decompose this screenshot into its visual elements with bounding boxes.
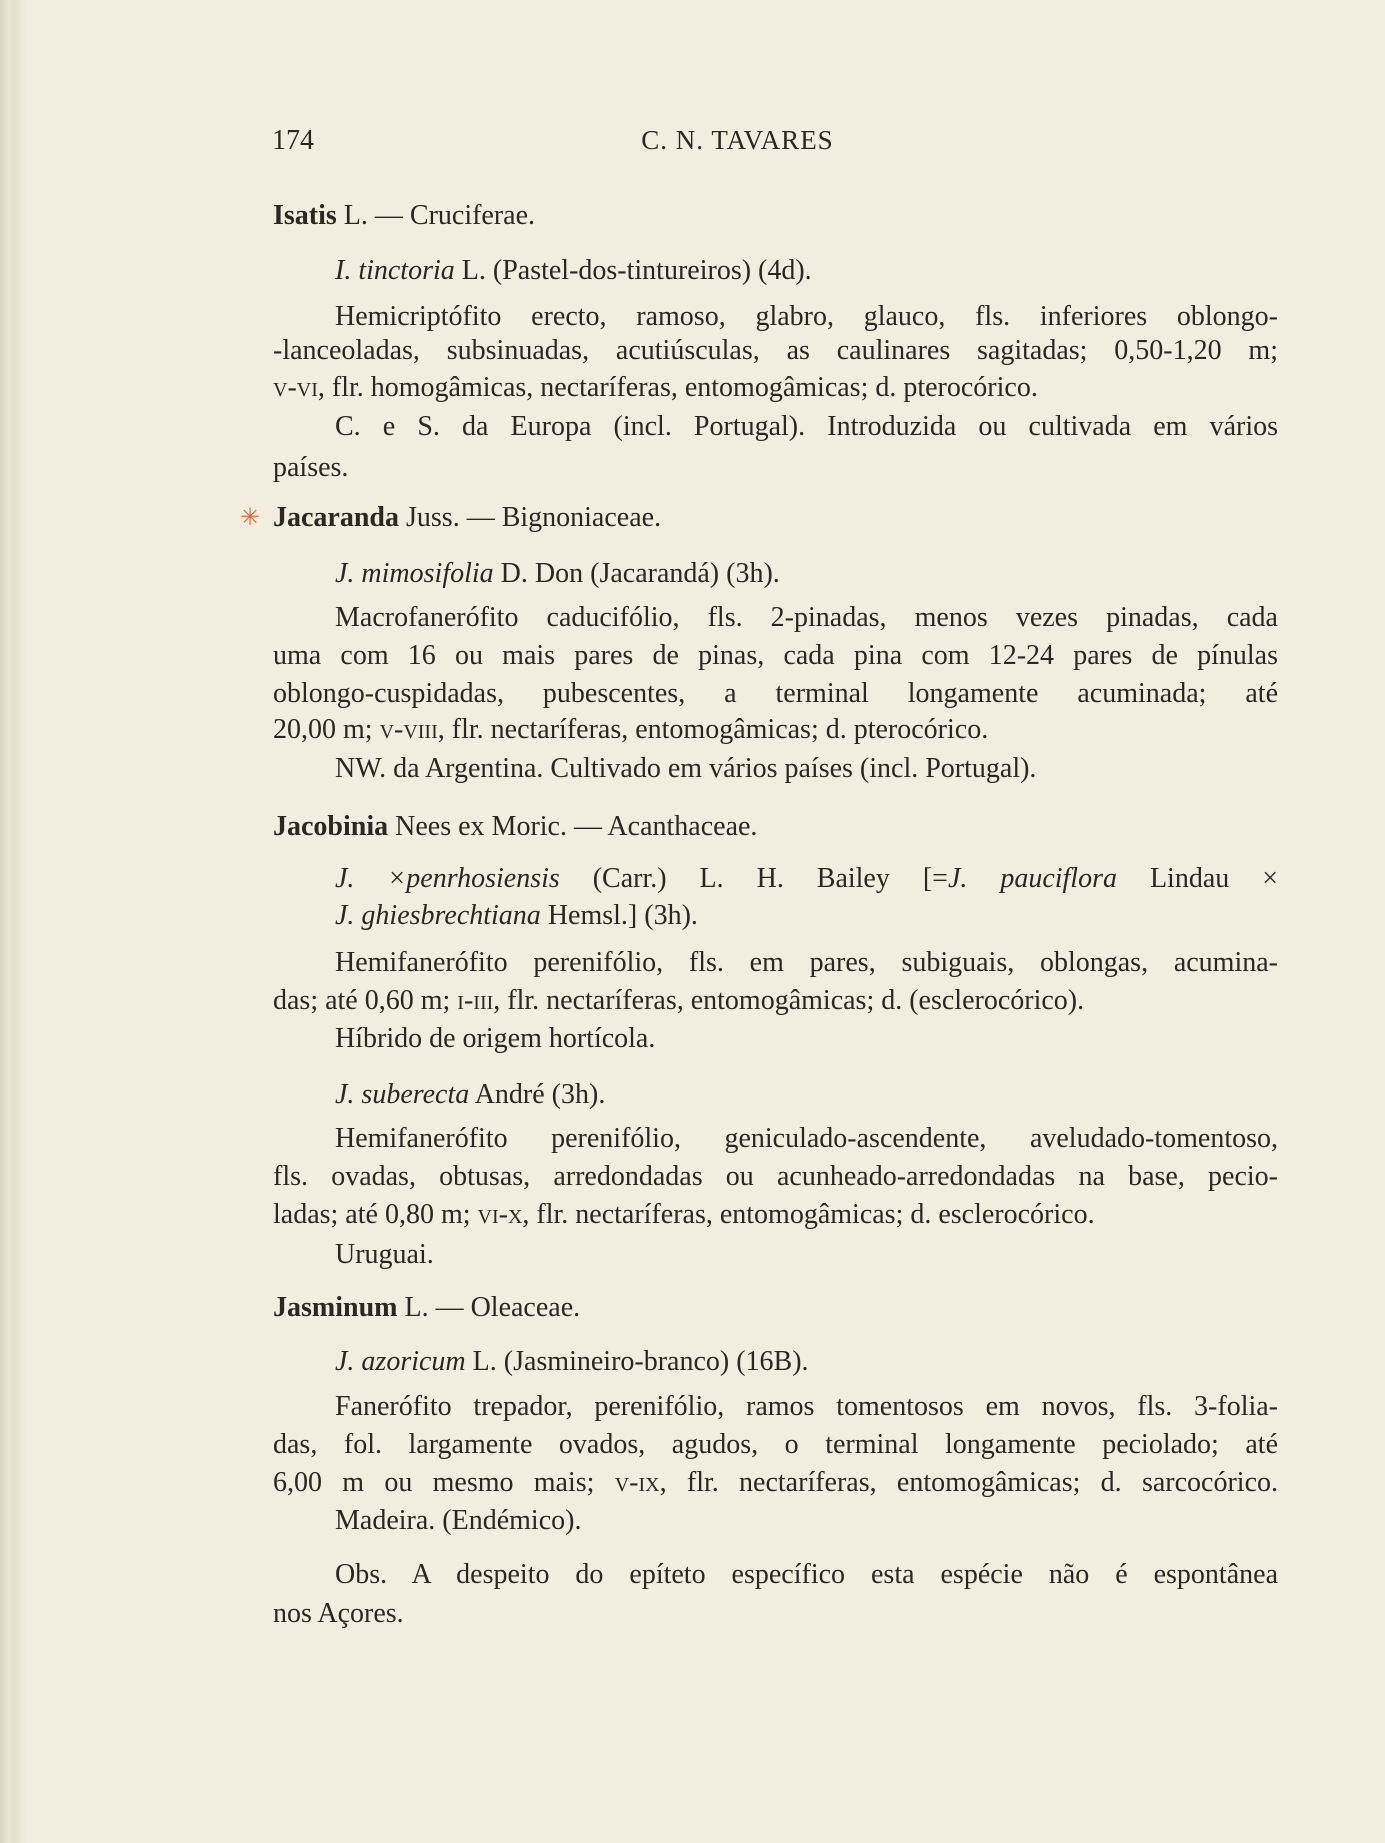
- text-line: [273, 1597, 1278, 1631]
- text-line: [273, 451, 1278, 485]
- text-run: Nees ex Moric. — Acanthaceae.: [388, 811, 758, 842]
- text-line: [273, 1428, 1278, 1462]
- text-run: NW. da Argentina. Cultivado em vários países (incl. Portugal).: [335, 753, 1037, 784]
- text-run: D. Don (Jacarandá) (3h).: [493, 558, 780, 589]
- text-line: [273, 1160, 1278, 1194]
- text-line: [273, 752, 1278, 786]
- flowering-months: i-iii: [457, 985, 494, 1016]
- text-run: nos Açores.: [273, 1598, 404, 1629]
- species-name: J. azoricum: [335, 1346, 466, 1377]
- genus-heading: Isatis: [273, 200, 337, 231]
- text-run: ladas; até 0,80 m;: [273, 1199, 478, 1230]
- flowering-months: v-ix: [614, 1467, 660, 1498]
- flowering-months: v-vi: [273, 372, 318, 403]
- running-head: C. N. TAVARES: [641, 125, 834, 155]
- flowering-months: v-viii: [379, 714, 438, 745]
- species-name: J. ×penrhosiensis: [335, 863, 560, 894]
- text-run: , flr. nectaríferas, entomogâmicas; d. sarcocórico.: [659, 1467, 1278, 1498]
- text-run: das, fol. largamente ovados, agudos, o terminal longamente peciolado; até: [273, 1429, 1278, 1460]
- text-line: [273, 639, 1278, 673]
- genus-heading: Jacobinia: [273, 811, 389, 842]
- text-run: fls. ovadas, obtusas, arredondadas ou acunheado-arredondadas na base, pecio-: [273, 1161, 1278, 1192]
- text-line: [273, 501, 1278, 535]
- species-name: J. ghiesbrechtiana: [335, 900, 541, 931]
- text-run: , flr. nectaríferas, entomogâmicas; d. pterocórico.: [437, 714, 989, 745]
- text-line: [273, 601, 1278, 635]
- text-line: [273, 1345, 1278, 1379]
- genus-heading: Jasminum: [273, 1292, 398, 1323]
- text-line: [273, 410, 1278, 444]
- text-run: Hemsl.] (3h).: [540, 900, 698, 931]
- text-line: [273, 1558, 1278, 1592]
- text-run: , flr. nectaríferas, entomogâmicas; d. esclerocórico.: [522, 1199, 1095, 1230]
- text-line: [273, 946, 1278, 980]
- text-run: (Carr.) L. H. Bailey [=: [559, 863, 948, 894]
- text-line: [273, 371, 1278, 405]
- text-line: [273, 1390, 1278, 1424]
- text-run: oblongo-cuspidadas, pubescentes, a terminal longamente acuminada; até: [273, 678, 1278, 709]
- text-line: [273, 677, 1278, 711]
- text-line: [273, 984, 1278, 1018]
- text-run: L. — Oleaceae.: [397, 1292, 581, 1323]
- species-name: J. suberecta: [335, 1079, 470, 1110]
- text-line: [273, 1238, 1278, 1272]
- text-run: L. (Jasmineiro-branco) (16B).: [465, 1346, 809, 1377]
- text-run: L. (Pastel-dos-tintureiros) (4d).: [454, 255, 812, 286]
- text-run: Lindau ×: [1116, 863, 1278, 894]
- text-line: [273, 1122, 1278, 1156]
- text-line: [273, 1504, 1278, 1538]
- text-run: 20,00 m;: [273, 714, 380, 745]
- text-line: [273, 1078, 1278, 1112]
- text-line: [273, 1291, 1278, 1325]
- text-run: -lanceoladas, subsinuadas, acutiúsculas, as caulinares sagitadas; 0,50-1,20 m;: [273, 335, 1278, 366]
- species-name: J. mimosifolia: [335, 558, 494, 589]
- text-line: [273, 713, 1278, 747]
- text-run: das; até 0,60 m;: [273, 985, 458, 1016]
- text-run: , flr. homogâmicas, nectaríferas, entomogâmicas; d. pterocórico.: [317, 372, 1038, 403]
- text-line: [273, 557, 1278, 591]
- text-line: [273, 1022, 1278, 1056]
- text-run: 6,00 m ou mesmo mais;: [273, 1467, 615, 1498]
- text-line: [273, 254, 1278, 288]
- text-run: C. e S. da Europa (incl. Portugal). Introduzida ou cultivada em vários: [335, 411, 1278, 442]
- species-name: J. pauciflora: [947, 863, 1117, 894]
- text-line: [273, 810, 1278, 844]
- text-run: Juss. — Bignoniaceae.: [399, 502, 662, 533]
- text-run: Obs. A despeito do epíteto específico esta espécie não é espontânea: [335, 1559, 1278, 1590]
- text-run: Madeira. (Endémico).: [335, 1505, 582, 1536]
- text-run: L. — Cruciferae.: [336, 200, 536, 231]
- text-line: [273, 199, 1278, 233]
- page-number: 174: [272, 125, 314, 156]
- asterisk-icon: ✳: [240, 505, 261, 531]
- text-line: [273, 1466, 1278, 1500]
- text-run: , flr. nectaríferas, entomogâmicas; d. (esclerocórico).: [493, 985, 1085, 1016]
- book-binding-shadow: [0, 0, 26, 1843]
- text-run: Híbrido de origem hortícola.: [335, 1023, 656, 1054]
- text-run: uma com 16 ou mais pares de pinas, cada pina com 12-24 pares de pínulas: [273, 640, 1278, 671]
- text-run: Macrofanerófito caducifólio, fls. 2-pinadas, menos vezes pinadas, cada: [335, 602, 1278, 633]
- text-line: [273, 300, 1278, 334]
- text-run: países.: [273, 452, 349, 483]
- species-name: I. tinctoria: [335, 255, 455, 286]
- text-run: Hemifanerófito perenifólio, geniculado-ascendente, aveludado-tomentoso,: [335, 1123, 1278, 1154]
- text-line: [273, 899, 1278, 933]
- genus-heading: Jacaranda: [273, 502, 399, 533]
- text-line: [273, 1198, 1278, 1232]
- text-run: Hemicriptófito erecto, ramoso, glabro, glauco, fls. inferiores oblongo-: [335, 301, 1278, 332]
- text-run: Fanerófito trepador, perenifólio, ramos tomentosos em novos, fls. 3-folia-: [335, 1391, 1278, 1422]
- text-run: André (3h).: [469, 1079, 606, 1110]
- text-run: Uruguai.: [335, 1239, 434, 1270]
- text-line: [273, 862, 1278, 896]
- text-run: Hemifanerófito perenifólio, fls. em pares, subiguais, oblongas, acumina-: [335, 947, 1278, 978]
- flowering-months: vi-x: [477, 1199, 523, 1230]
- text-line: [273, 334, 1278, 368]
